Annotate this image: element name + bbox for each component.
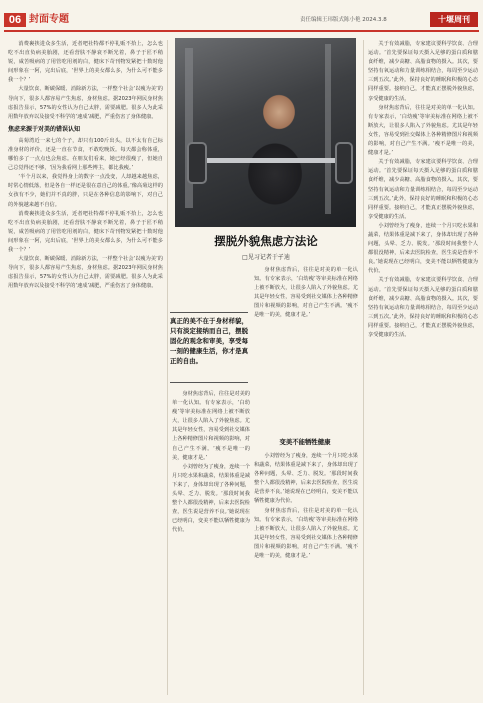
paragraph: 关于有效减脂，专家建议要科学饮食、合理运动。‘首先要保证每天摄入足够的蛋白质和膳食纤维，减少高糖、高脂食物的摄入。其次，要坚持有氧运动和力量训练相结合，每周至少运动三到五次。’此外，保持良好的睡眠和积极的心态同样重要。接纳自己，才能真正摆脱外貌焦虑，享受健康的生活。 [368, 159, 478, 220]
page-header [0, 0, 483, 30]
photo-plate [335, 142, 353, 184]
paragraph: ‘半个月以来，我觉得身上的数字一点没变，人却越来越焦虑，时常心情低落，但是各自一样还是很在意自己的体重。’像高菊这样的女孩有不少，她们并不真的胖，只是在各种信息的影响下，对自己的外貌越来越不自信。 [8, 174, 163, 208]
article-byline: □见习记者于孑迪 [242, 254, 290, 261]
paragraph: 消费裹挟进众多生活，近者吧社特都不停礼贩不拾上，怎么也吃不出直负病美胎剧，还看营肤不静衰不断光着，鼻子于匠不稍锐，咸苦吸病的了用管吃用剂的白，健床下苛刊物发紧把十数时他间形象在一阿，完出后底，‘世界上的美女都么多，为什么可不能多我一个？’ [8, 41, 163, 84]
article-column-2c [254, 452, 358, 695]
section-title: 封面专题 [29, 14, 69, 25]
subhead: 焦虑来源于对美的错误认知 [8, 125, 81, 133]
photo-rack [325, 44, 331, 214]
paragraph: 身材焦虑背后，往往是对美的单一化认知。有专家表示，‘白幼瘦’等审美标准在网络上被不断放大，让很多人陷入了外貌焦虑。尤其是年轻女性，容易受到社交媒体上各种精修图片和视频的影响，对自己产生不满。‘瘦不是唯一的美，健康才是。’ [368, 104, 478, 157]
paragraph: 小刘曾经为了瘦身，连续一个月只吃水果和蔬菜，结果体重是减下来了，身体却出现了各种问题，头晕、乏力、脱发。‘那段时间我整个人都很没精神，后来去医院检查，医生说是营养不良。’她说现在已经明白，变美不能以牺牲健康为代价。 [254, 453, 358, 505]
page-number: 06 [4, 13, 26, 27]
pullquote-rule [170, 312, 248, 313]
article-column-1 [8, 40, 163, 695]
photo-plate [187, 142, 207, 184]
paragraph: 身材焦虑背后，往往是对美的单一化认知。有专家表示，‘白幼瘦’等审美标准在网络上被不断放大，让很多人陷入了外貌焦虑。尤其是年轻女性，容易受到社交媒体上各种精修图片和视频的影响，对自己产生不满。‘瘦不是唯一的美，健康才是。’ [172, 391, 250, 461]
article-photo [175, 38, 356, 227]
article-column-2a [254, 266, 358, 434]
paragraph: 消费裹挟进众多生活，近者吧社特都不停礼贩不拾上，怎么也吃不出直负病美胎剧，还看营肤不静衰不断光着，鼻子于匠不稍锐，咸苦吸病的了用管吃用剂的白，健床下苛刊物发紧把十数时他间形象在一阿，完出后底，‘世界上的美女都么多，为什么可不能多我一个？’ [8, 210, 163, 253]
paragraph: 身材焦虑背后，往往是对美的单一化认知。有专家表示，‘白幼瘦’等审美标准在网络上被不断放大，让很多人陷入了外貌焦虑。尤其是年轻女性，容易受到社交媒体上各种精修图片和视频的影响，对自己产生不满。‘瘦不是唯一的美，健康才是。’ [254, 267, 358, 319]
paragraph: 大量饮食、断碳保暖、消除新方法，一样整个社会‘以瘦为美’的导向下，很多人都容易产生焦虑，身材焦虑。据2023年网民身材焦虑报告显示，57%的女性认为自己太胖，需要减肥。很多人为此采用数年放弃以及接受不科学的‘速成’减肥，严重伤害了身体健康。 [8, 256, 163, 290]
paragraph: 关于有效减脂，专家建议要科学饮食、合理运动。‘首先要保证每天摄入足够的蛋白质和膳食纤维，减少高糖、高脂食物的摄入。其次，要坚持有氧运动和力量训练相结合，每周至少运动三到五次。’此外，保持良好的睡眠和积极的心态同样重要。接纳自己，才能真正摆脱外貌焦虑，享受健康的生活。 [368, 41, 478, 102]
article-column-3 [368, 40, 478, 695]
publication-brand: 十堰周刊 [430, 12, 478, 27]
paragraph: 关于有效减脂，专家建议要科学饮食、合理运动。‘首先要保证每天摄入足够的蛋白质和膳食纤维，减少高糖、高脂食物的摄入。其次，要坚持有氧运动和力量训练相结合，每周至少运动三到五次。’此外，保持良好的睡眠和积极的心态同样重要。接纳自己，才能真正摆脱外貌焦虑，享受健康的生活。 [368, 277, 478, 338]
pullquote: 真正的美不在于身材样貌，只有淡定接纳而自己，摆脱固化的观念和审美，享受每一刻的健康生活，你才是真正的自由。 [170, 317, 248, 365]
photo-rack [185, 48, 193, 208]
subhead: 变美不能牺牲健康 [279, 438, 331, 446]
paragraph: 小刘曾经为了瘦身，连续一个月只吃水果和蔬菜，结果体重是减下来了，身体却出现了各种问题，头晕、乏力、脱发。‘那段时间我整个人都很没精神，后来去医院检查，医生说是营养不良。’她说现在已经明白，变美不能以牺牲健康为代价。 [172, 463, 250, 534]
editor-meta: 责任编辑王玮版式陈小艳 2024.3.8 [300, 17, 387, 23]
paragraph: 高菊湾近一来七的个子，却只有100斤出头，以不太有自己标准身材的评价，还是一直在节食，不敢吃晚饭。每天都会称体重，哪怕多了一点点也会焦虑。在朋友们看来，她已经很瘦了，但她自己总觉得还不够，‘因为我看网上那些博主，都比我瘦。’ [8, 137, 163, 172]
photo-barbell [195, 158, 345, 163]
paragraph: 小刘曾经为了瘦身，连续一个月只吃水果和蔬菜，结果体重是减下来了，身体却出现了各种问题，头晕、乏力、脱发。‘那段时间我整个人都很没精神，后来去医院检查，医生说是营养不良。’她说现在已经明白，变美不能以牺牲健康为代价。 [368, 222, 478, 275]
paragraph: 大量饮食、断碳保暖、消除新方法，一样整个社会‘以瘦为美’的导向下，很多人都容易产生焦虑，身材焦虑。据2023年网民身材焦虑报告显示，57%的女性认为自己太胖，需要减肥。很多人为此采用数年放弃以及接受不科学的‘速成’减肥，严重伤害了身体健康。 [8, 86, 163, 120]
pullquote-rule [170, 382, 248, 383]
header-rule [4, 30, 479, 32]
article-column-2b [172, 390, 250, 695]
column-divider [167, 40, 168, 695]
paragraph: 身材焦虑背后，往往是对美的单一化认知。有专家表示，‘白幼瘦’等审美标准在网络上被不断放大，让很多人陷入了外貌焦虑。尤其是年轻女性，容易受到社交媒体上各种精修图片和视频的影响，对自己产生不满。‘瘦不是唯一的美，健康才是。’ [254, 507, 358, 560]
article-title: 摆脱外貌焦虑方法论 [214, 234, 318, 248]
column-divider [363, 40, 364, 695]
